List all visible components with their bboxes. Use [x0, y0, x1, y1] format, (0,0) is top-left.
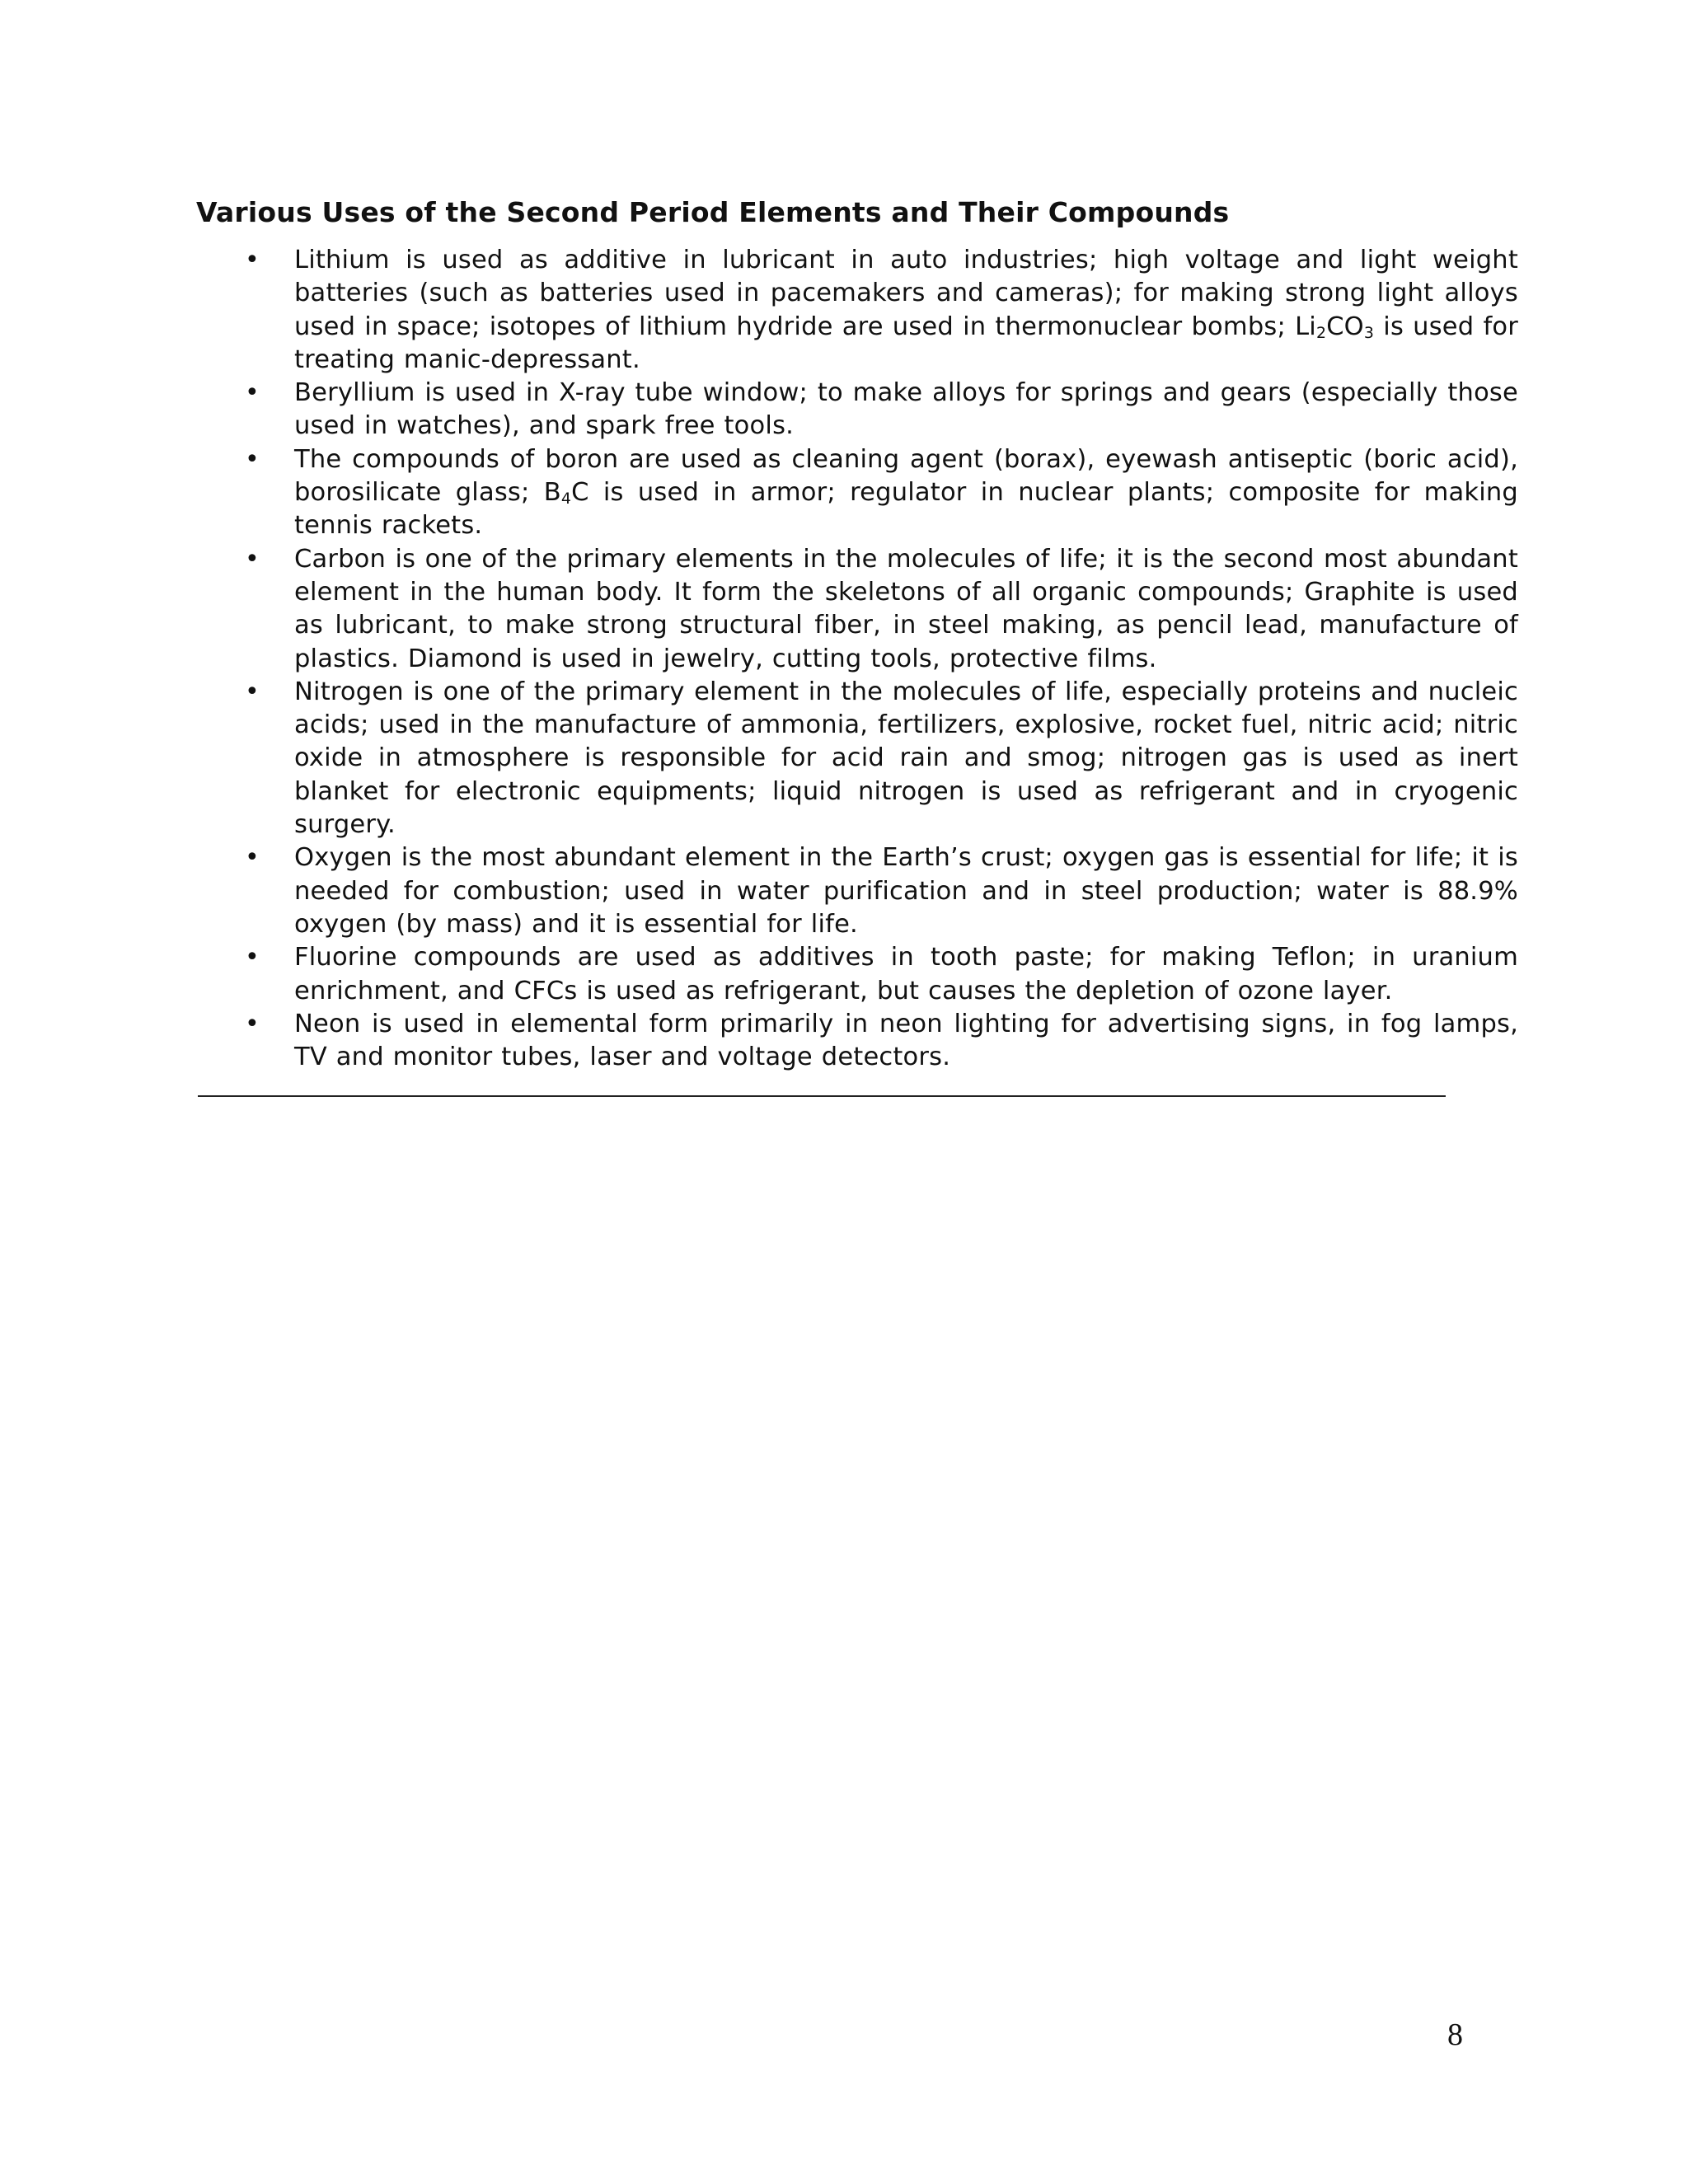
bullet-icon: •: [245, 677, 260, 706]
horizontal-rule: [198, 1095, 1446, 1097]
page-number: 8: [1447, 2018, 1463, 2052]
subscript: 4: [560, 489, 572, 508]
list-item-fluorine: [196, 941, 1518, 1008]
text-run: Oxygen is the most abundant element in the Earth’s crust; oxygen gas is essential for life; it is needed for combustion; used in water purification and in steel production; water is 88.9% oxygen (by mass) and it is essential for life.: [294, 843, 1518, 939]
text-run: The compounds of boron are used as cleaning agent (borax), eyewash antiseptic (boric acid), borosilicate glass; B: [294, 444, 1518, 508]
item-text: [294, 378, 1518, 440]
list-item-beryllium: [196, 377, 1518, 443]
item-text: [294, 545, 1518, 673]
list-item-oxygen: [196, 841, 1518, 941]
list-item-neon: [196, 1008, 1518, 1075]
bullet-icon: •: [245, 943, 260, 972]
list-item-nitrogen: [196, 676, 1518, 841]
list-item-boron: [196, 443, 1518, 543]
item-text: [294, 843, 1518, 939]
text-run: Neon is used in elemental form primarily in neon lighting for advertising signs, in fog lamps, TV and monitor tubes, laser and voltage detectors.: [294, 1009, 1518, 1072]
text-run: Fluorine compounds are used as additives in tooth paste; for making Teflon; in uranium enrichment, and CFCs is used as refrigerant, but causes the depletion of ozone layer.: [294, 943, 1518, 1005]
item-text: [294, 677, 1518, 839]
bullet-icon: •: [245, 544, 260, 574]
item-text: [294, 943, 1518, 1005]
subscript: 3: [1363, 323, 1375, 342]
text-run: Beryllium is used in X-ray tube window; to make alloys for springs and gears (especially those used in watches), and spark free tools.: [294, 378, 1518, 441]
item-text: [294, 1010, 1518, 1071]
text-run: Nitrogen is one of the primary element in the molecules of life, especially proteins and nucleic acids; used in the manufacture of ammonia, fertilizers, explosive, rocket fuel, nitric acid; nitric oxide in atmosphere is responsible for acid rain and smog; nitrogen gas is used as inert blanket for electronic equipments; liquid nitrogen is used as refrigerant and in cryogenic surgery.: [294, 677, 1518, 840]
item-text: [294, 246, 1518, 374]
text-run: is used for treating manic-depressant.: [294, 312, 1518, 374]
list-item-lithium: [196, 244, 1518, 377]
bullet-icon: •: [245, 444, 260, 474]
text-run: Lithium is used as additive in lubricant in auto industries; high voltage and light weight batteries (such as batteries used in pacemakers and cameras); for making strong light alloys used in space; isotopes of lithium hydride are used in thermonuclear bombs; Li: [294, 246, 1518, 341]
bullet-icon: •: [245, 378, 260, 408]
list-item-carbon: [196, 543, 1518, 676]
text-run: Carbon is one of the primary elements in the molecules of life; it is the second most abundant element in the human body. It form the skeletons of all organic compounds; Graphite is used as lubricant, to make strong structural fiber, in steel making, as pencil lead, manufacture of plastics. Diamond is used in jewelry, cutting tools, protective films.: [294, 544, 1518, 673]
text-run: CO: [1326, 312, 1364, 341]
text-run: C is used in armor; regulator in nuclear plants; composite for making tennis rackets.: [294, 478, 1518, 541]
uses-list: [196, 244, 1518, 1074]
bullet-icon: •: [245, 1009, 260, 1038]
bullet-icon: •: [245, 843, 260, 873]
section-heading: Various Uses of the Second Period Elements and Their Compounds: [196, 196, 1230, 228]
bullet-icon: •: [245, 246, 260, 274]
subscript: 2: [1315, 323, 1327, 342]
item-text: [294, 445, 1518, 541]
